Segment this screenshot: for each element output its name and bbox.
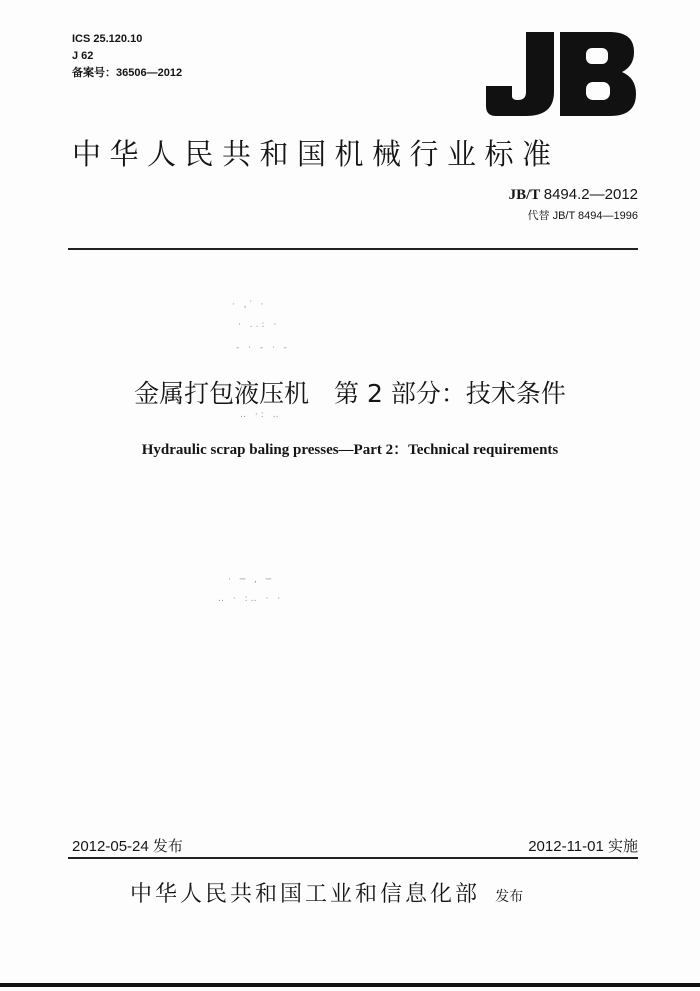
standard-code-prefix: JB/T xyxy=(508,187,540,203)
document-title-chinese: 金属打包液压机 第 2 部分：技术条件 xyxy=(134,379,566,408)
document-title-english: Hydraulic scrap baling presses—Part 2：Technical requirements xyxy=(141,442,559,458)
standard-code xyxy=(509,186,638,204)
publisher-action: 发布 xyxy=(495,889,524,905)
jb-logo xyxy=(486,30,636,118)
top-rule xyxy=(68,248,638,250)
bottom-rule xyxy=(68,857,638,859)
replaces-note: 代替 JB/T 8494—1996 xyxy=(527,210,638,222)
scan-specks: · ..: · xyxy=(238,320,280,330)
issue-date: 2012-05-24 发布 xyxy=(72,838,183,855)
publisher-line xyxy=(130,877,523,908)
category-code: J 62 xyxy=(72,50,94,62)
scan-specks: - · - · - xyxy=(236,343,290,353)
standard-category-title: 中华人民共和国机械行业标准 xyxy=(72,137,560,171)
scan-specks: ‥ · :‥ · · xyxy=(218,594,284,604)
scan-specks: · ─ , ─ xyxy=(228,575,275,585)
implementation-date: 2012-11-01 实施 xyxy=(528,838,638,855)
scan-specks: · ,′ · xyxy=(232,300,267,310)
record-number: 备案号：36506—2012 xyxy=(72,67,183,79)
standard-code-number: 8494.2—2012 xyxy=(543,186,638,203)
footer-rule xyxy=(0,983,700,987)
publisher-name: 中华人民共和国工业和信息化部 xyxy=(130,882,481,907)
ics-code: ICS 25.120.10 xyxy=(72,33,143,45)
scan-specks: ‥ ·: ‥ xyxy=(240,410,282,420)
classification-block xyxy=(72,31,182,82)
